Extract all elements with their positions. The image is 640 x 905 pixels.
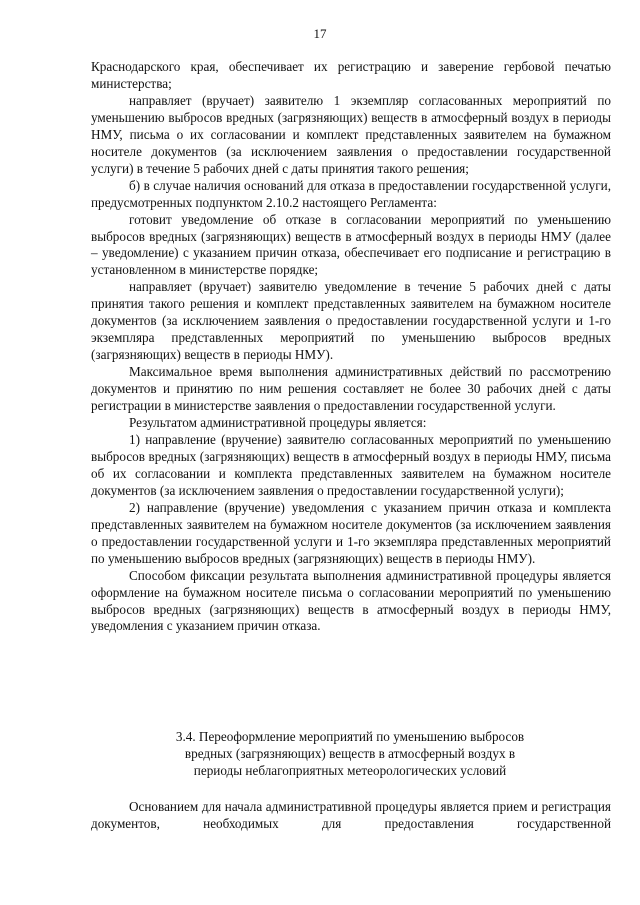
section-heading-line: вредных (загрязняющих) веществ в атмосферный воздух в [184, 746, 516, 762]
paragraph: 1) направление (вручение) заявителю согласованных мероприятий по уменьшению выбросов вредных (загрязняющих) веществ в атмосферный воздух в периоды НМУ, письма об их согласовании и комплекта представленных заявителем на бумажном носителе документов (за исключением заявления о предоставлении государственной услуги); [91, 431, 611, 498]
section-heading [120, 728, 580, 780]
paragraph: Максимальное время выполнения административных действий по рассмотрению документов и принятию по ним решения составляет не более 30 рабочих дней с даты регистрации в министерстве заявления о предоставлении государственной услуги. [91, 364, 611, 414]
paragraph: Способом фиксации результата выполнения административной процедуры является оформление на бумажном носителе письма о согласовании мероприятий по уменьшению выбросов вредных (загрязняющих) веществ в атмосферный воздух в периоды НМУ, уведомления с указанием причин отказа. [91, 567, 611, 634]
paragraph: направляет (вручает) заявителю уведомление в течение 5 рабочих дней с даты принятия такого решения и комплект представленных заявителем на бумажном носителе документов (за исключением заявления о предоставлении государственной услуги и 1-го экземпляра представленных мероприятий по уменьшению выбросов вредных (загрязняющих) веществ в периоды НМУ). [91, 279, 611, 363]
paragraph: 2) направление (вручение) уведомления с указанием причин отказа и комплекта представленных заявителем на бумажном носителе документов (за исключением заявления о предоставлении государственной услуги и 1-го экземпляра представленных мероприятий по уменьшению выбросов вредных (загрязняющих) веществ в периоды НМУ). [91, 499, 611, 566]
tail-text [91, 799, 611, 833]
paragraph: Краснодарского края, обеспечивает их регистрацию и заверение гербовой печатью министерства; [91, 59, 611, 91]
paragraph: направляет (вручает) заявителю 1 экземпляр согласованных мероприятий по уменьшению выбросов вредных (загрязняющих) веществ в атмосферный воздух в периоды НМУ, письма о их согласовании и комплект представленных заявителем на бумажном носителе документов (за исключением заявления о предоставлении государственной услуги) в течение 5 рабочих дней с даты принятия такого решения; [91, 92, 611, 176]
paragraph: Основанием для начала административной процедуры является прием и регистрация документов, необходимых для предоставления государственной [91, 799, 611, 831]
body-text [91, 59, 611, 635]
paragraph: б) в случае наличия оснований для отказа в предоставлении государственной услуги, предусмотренных подпунктом 2.10.2 настоящего Регламента: [91, 177, 611, 210]
section-heading-line: периоды неблагоприятных метеорологических условий [193, 763, 507, 779]
paragraph: Результатом административной процедуры является: [129, 415, 427, 431]
paragraph: готовит уведомление об отказе в согласовании мероприятий по уменьшению выбросов вредных (загрязняющих) веществ в атмосферный воздух в периоды НМУ (далее – уведомление) с указанием причин отказа, обеспечивает его подписание и регистрацию в установленном в министерстве порядке; [91, 211, 611, 278]
section-heading-line: 3.4. Переоформление мероприятий по уменьшению выбросов [175, 729, 525, 744]
page-number: 17 [313, 26, 327, 41]
